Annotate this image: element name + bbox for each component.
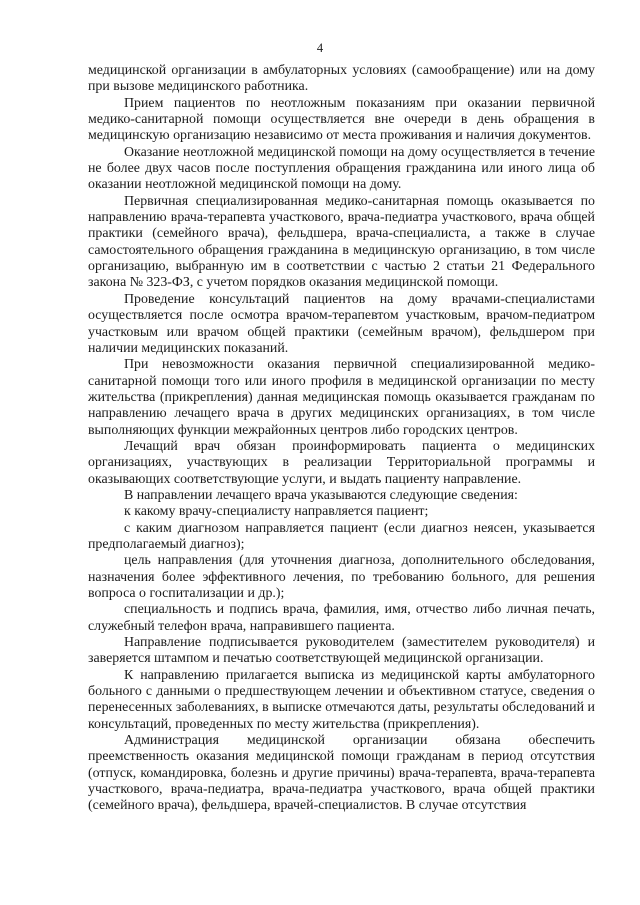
- paragraph: с каким диагнозом направляется пациент (если диагноз неясен, указывается предполагаемый диагноз);: [88, 520, 595, 552]
- paragraph: Администрация медицинской организации обязана обеспечить преемственность оказания медицинской помощи гражданам в период отсутствия (отпуск, командировка, болезнь и другие причины) врача-терапевта, врача-терапевта участкового, врача-педиатра, врача-педиатра участкового, врача общей практики (семейного врача), фельдшера, врачей-специалистов. В случае отсутствия: [88, 733, 595, 814]
- document-body: [88, 63, 595, 815]
- paragraph: Прием пациентов по неотложным показаниям при оказании первичной медико-санитарной помощи осуществляется вне очереди в день обращения в медицинскую организацию независимо от места проживания и наличия документов.: [88, 95, 595, 144]
- paragraph: медицинской организации в амбулаторных условиях (самообращение) или на дому при вызове медицинского работника.: [88, 63, 595, 95]
- paragraph: к какому врачу-специалисту направляется пациент;: [124, 504, 429, 520]
- paragraph: При невозможности оказания первичной специализированной медико-санитарной помощи того или иного профиля в медицинской организации по месту жительства (прикрепления) данная медицинская помощь оказывается гражданам по направлению лечащего врача в других медицинских организациях, в том числе выполняющих функции межрайонных центров либо городских центров.: [88, 357, 595, 438]
- paragraph: Проведение консультаций пациентов на дому врачами-специалистами осуществляется после осмотра врачом-терапевтом участковым, врачом-педиатром участковым или врачом общей практики (семейным врачом), фельдшером при наличии медицинских показаний.: [88, 291, 595, 356]
- paragraph: Оказание неотложной медицинской помощи на дому осуществляется в течение не более двух часов после поступления обращения гражданина или иного лица об оказании неотложной медицинской помощи на дому.: [88, 144, 595, 193]
- page-number: 4: [316, 41, 324, 55]
- paragraph: Первичная специализированная медико-санитарная помощь оказывается по направлению врача-терапевта участкового, врача-педиатра участкового, врача общей практики (семейного врача), фельдшера, врача-специалиста, а также в случае самостоятельного обращения гражданина в медицинскую организацию, в том числе организацию, выбранную им в соответствии с частью 2 статьи 21 Федерального закона № 323-ФЗ, с учетом порядков оказания медицинской помощи.: [88, 193, 595, 291]
- paragraph: цель направления (для уточнения диагноза, дополнительного обследования, назначения более эффективного лечения, по требованию больного, для решения вопроса о госпитализации и др.);: [88, 553, 595, 601]
- paragraph: К направлению прилагается выписка из медицинской карты амбулаторного больного с данными о предшествующем лечении и объективном статусе, сведения о перенесенных заболеваниях, в выписке отмечаются даты, результаты обследований и консультаций, проведенных по месту жительства (прикрепления).: [88, 667, 595, 732]
- paragraph: Направление подписывается руководителем (заместителем руководителя) и заверяется штампом и печатью соответствующей медицинской организации.: [88, 635, 595, 667]
- paragraph: В направлении лечащего врача указываются следующие сведения:: [124, 487, 518, 503]
- paragraph: Лечащий врач обязан проинформировать пациента о медицинских организациях, участвующих в реализации Территориальной программы и оказывающих соответствующие услуги, и выдать пациенту направление.: [88, 438, 595, 487]
- paragraph: специальность и подпись врача, фамилия, имя, отчество либо личная печать, служебный телефон врача, направившего пациента.: [88, 602, 595, 634]
